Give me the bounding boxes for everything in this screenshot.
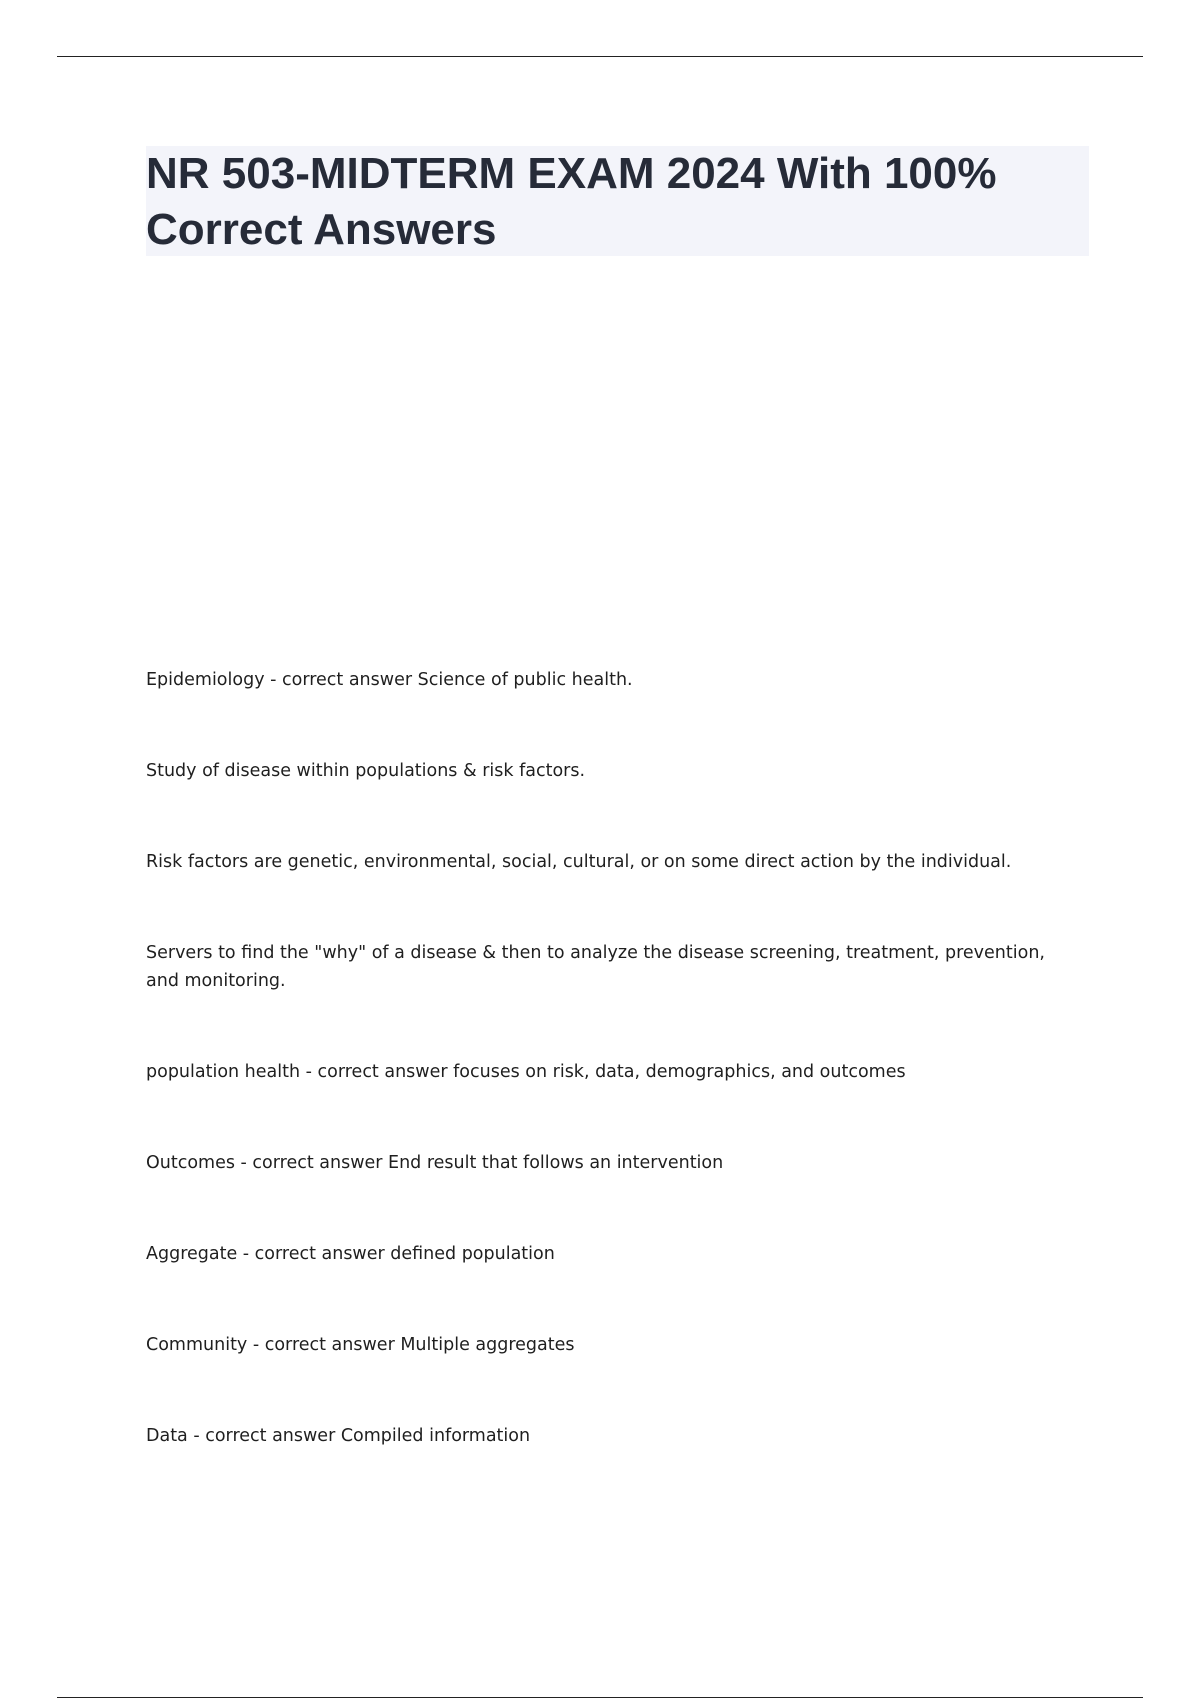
paragraph: Epidemiology - correct answer Science of public health. [146,670,633,690]
paragraph: Outcomes - correct answer End result that follows an intervention [146,1153,724,1173]
paragraph: Aggregate - correct answer defined population [146,1244,555,1264]
title-block [146,146,1089,256]
document-title: NR 503-MIDTERM EXAM 2024 With 100% Correct Answers [146,149,997,254]
header-rule [57,56,1143,57]
document-body [146,666,1076,1513]
paragraph: Data - correct answer Compiled information [146,1426,531,1446]
paragraph: Study of disease within populations & risk factors. [146,761,586,781]
footer-rule [57,1697,1143,1698]
paragraph: Community - correct answer Multiple aggregates [146,1335,575,1355]
paragraph: population health - correct answer focuses on risk, data, demographics, and outcomes [146,1062,906,1082]
paragraph: Risk factors are genetic, environmental, social, cultural, or on some direct action by the individual. [146,852,1012,872]
paragraph: Servers to find the "why" of a disease & then to analyze the disease screening, treatment, prevention, and monitoring. [146,943,1045,991]
